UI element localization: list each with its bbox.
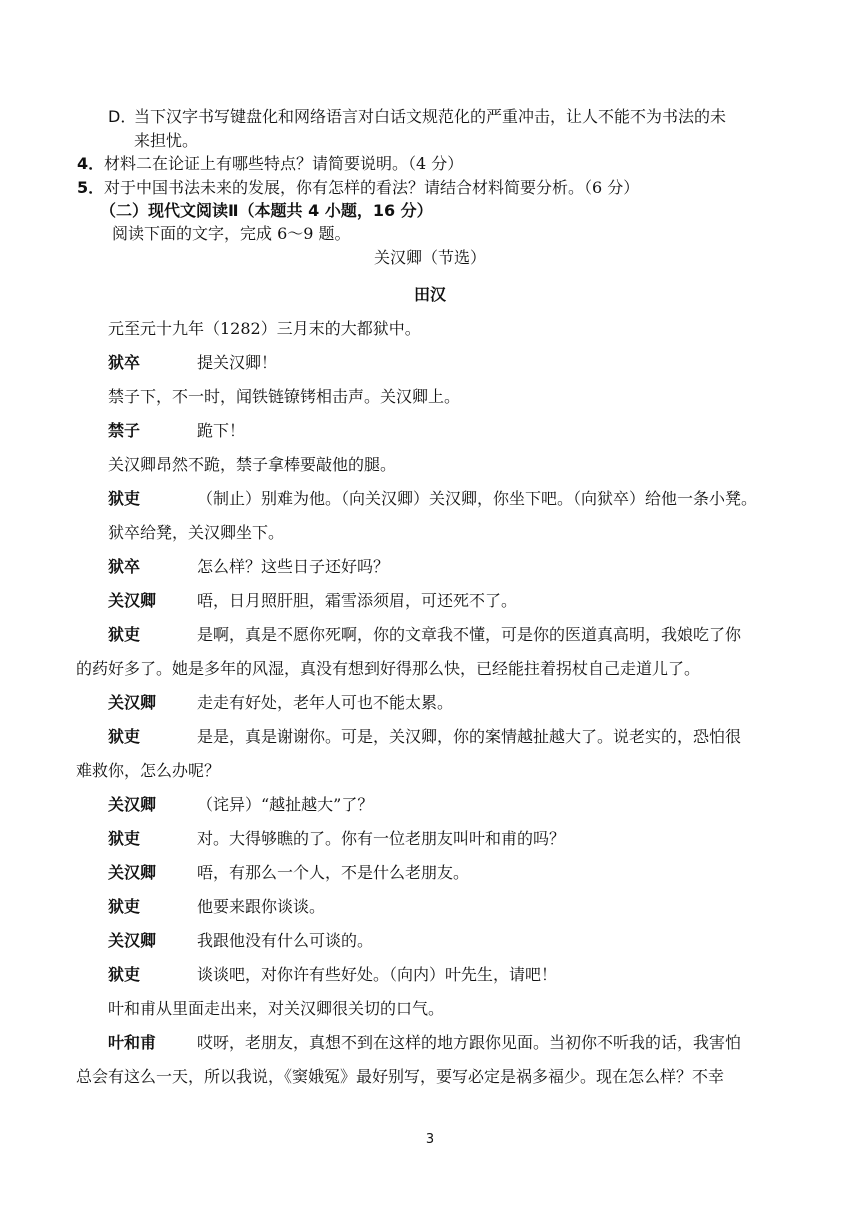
question-number: 5． [77,178,105,197]
speaker-name: 狱卒 [108,353,141,372]
passage-author: 田汉 [413,285,446,304]
dialogue-line: 哎呀，老朋友，真想不到在这样的地方跟你见面。当初你不听我的话，我害怕 [197,1033,742,1052]
section-instruction: 阅读下面的文字，完成 6～9 题。 [112,224,351,243]
dialogue-line-cont: 总会有这么一天，所以我说，《窦娥冤》最好别写，要写必定是祸多福少。现在怎么样？不幸 [76,1067,725,1086]
passage-title: 关汉卿（节选） [373,248,486,267]
speaker-name: 关汉卿 [108,795,157,814]
dialogue-line: 跪下！ [197,421,246,440]
speaker-name: 狱吏 [108,489,141,508]
dialogue-line: （制止）别难为他。（向关汉卿）关汉卿，你坐下吧。（向狱卒）给他一条小凳。 [197,489,758,508]
speaker-name: 狱吏 [108,897,141,916]
stage-direction: 禁子下，不一时，闻铁链镣铐相击声。关汉卿上。 [108,387,461,406]
option-d-label: D． [108,107,137,126]
question-text: 对于中国书法未来的发展，你有怎样的看法？请结合材料简要分析。（6 分） [104,178,640,197]
dialogue-line: （诧异）“越扯越大”了？ [197,795,374,814]
dialogue-line: 唔，有那么一个人，不是什么老朋友。 [197,863,470,882]
speaker-name: 狱卒 [108,557,141,576]
dialogue-line: 谈谈吧，对你许有些好处。（向内）叶先生，请吧！ [197,965,558,984]
option-d-text: 当下汉字书写键盘化和网络语言对白话文规范化的严重冲击，让人不能不为书法的未 [134,107,727,126]
page-number: 3 [425,1132,435,1147]
question-number: 4． [77,154,105,173]
dialogue-line: 对。大得够瞧的了。你有一位老朋友叫叶和甫的吗？ [197,829,566,848]
dialogue-line: 走走有好处，老年人可也不能太累。 [197,693,454,712]
stage-direction: 元至元十九年（1282）三月末的大都狱中。 [108,319,421,338]
dialogue-line: 提关汉卿！ [197,353,278,372]
speaker-name: 狱吏 [108,727,141,746]
dialogue-line-cont: 的药好多了。她是多年的风湿，真没有想到好得那么快，已经能拄着拐杖自己走道儿了。 [76,659,701,678]
speaker-name: 狱吏 [108,625,141,644]
speaker-name: 关汉卿 [108,693,157,712]
stage-direction: 狱卒给凳，关汉卿坐下。 [108,523,285,542]
stage-direction: 叶和甫从里面走出来，对关汉卿很关切的口气。 [108,999,445,1018]
section-heading: （二）现代文阅读Ⅱ（本题共 4 小题，16 分） [100,201,433,220]
stage-direction: 关汉卿昂然不跪，禁子拿棒要敲他的腿。 [108,455,397,474]
speaker-name: 关汉卿 [108,863,157,882]
dialogue-line: 唔，日月照肝胆，霜雪添须眉，可还死不了。 [197,591,518,610]
speaker-name: 关汉卿 [108,931,157,950]
speaker-name: 狱吏 [108,829,141,848]
speaker-name: 狱吏 [108,965,141,984]
dialogue-line-cont: 难救你，怎么办呢？ [76,761,221,780]
dialogue-line: 怎么样？这些日子还好吗？ [197,557,390,576]
question-text: 材料二在论证上有哪些特点？请简要说明。（4 分） [104,154,464,173]
dialogue-line: 我跟他没有什么可谈的。 [197,931,374,950]
speaker-name: 关汉卿 [108,591,157,610]
dialogue-line: 是啊，真是不愿你死啊，你的文章我不懂，可是你的医道真高明，我娘吃了你 [197,625,742,644]
speaker-name: 禁子 [108,421,141,440]
dialogue-line: 他要来跟你谈谈。 [197,897,326,916]
option-d-text-cont: 来担忧。 [134,131,199,150]
speaker-name: 叶和甫 [108,1033,157,1052]
dialogue-line: 是是，真是谢谢你。可是，关汉卿，你的案情越扯越大了。说老实的，恐怕很 [197,727,742,746]
